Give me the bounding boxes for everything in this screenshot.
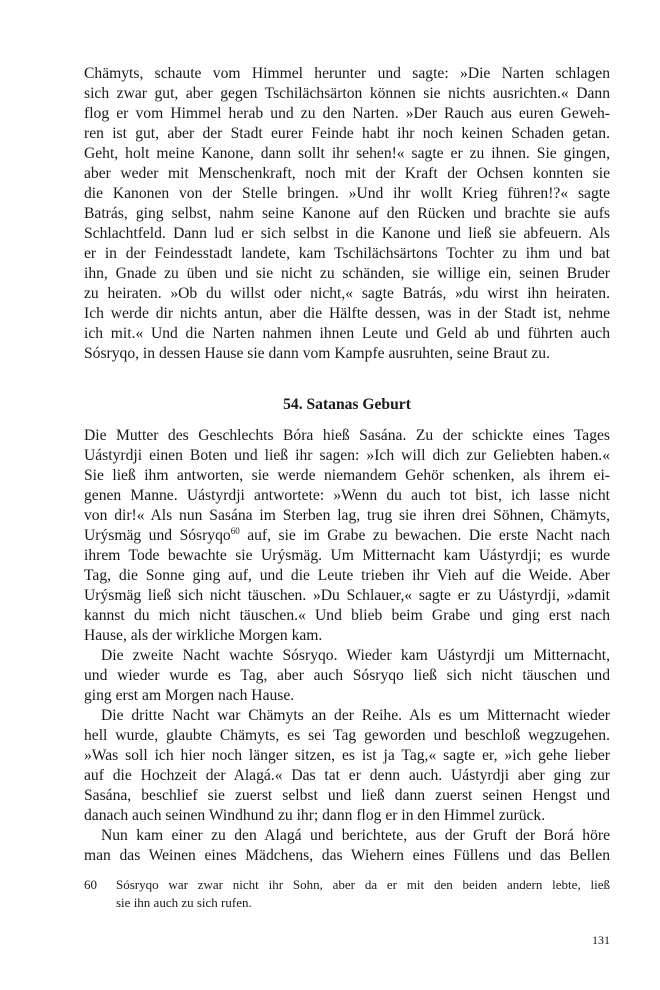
text-line: Hause, als der wirkliche Morgen kam. [84, 627, 323, 644]
text-line: Uástyrdji einen Boten und ließ ihr sagen: »Ich will dich zur Geliebten haben.« [84, 447, 610, 464]
text-line: man das Weinen eines Mädchens, das Wiehern eines Füllens und das Bellen [84, 847, 610, 864]
text-line: aber weder mit Menschenkraft, noch mit der Kraft der Ochsen konnten sie [84, 165, 610, 182]
text-line: danach auch seinen Windhund zu ihr; dann flog er in den Himmel zurück. [84, 807, 546, 824]
text-line: Die Mutter des Geschlechts Bóra hieß Sasána. Zu der schickte eines Tages [84, 427, 610, 444]
text-line: flog er vom Himmel herab und zu den Narten. »Der Rauch aus euren Geweh- [84, 105, 610, 122]
text-line: ren ist gut, aber der Stadt eurer Feinde habt ihr noch keinen Schaden getan. [84, 125, 610, 142]
text-line: zu heiraten. »Ob du willst oder nicht,« sagte Batrás, »du wirst ihn heiraten. [84, 285, 610, 302]
text-line: ihn, Gnade zu üben und sie nicht zu schänden, sie willige ein, seinen Bruder [84, 265, 610, 282]
text-line: Ich werde dir nichts antun, aber die Hälfte dessen, was in der Stadt ist, nehme [84, 305, 610, 322]
text-line: Chämyts, schaute vom Himmel herunter und sagte: »Die Narten schlagen [84, 65, 610, 82]
text-line: hell wurde, glaubte Chämyts, es sei Tag geworden und beschloß wegzugehen. [84, 727, 610, 744]
text-line: sich zwar gut, aber gegen Tschilächsärton können sie nichts ausrichten.« Dann [84, 85, 610, 102]
text-line: Die dritte Nacht war Chämyts an der Reihe. Als es um Mitternacht wieder [101, 707, 610, 724]
text-line: Urýsmäg ließ sich nicht täuschen. »Du Schlauer,« sagte er zu Uástyrdji, »damit [84, 587, 610, 604]
text-line: und wieder wurde es Tag, aber auch Sósryqo ließ sich nicht täuschen und [84, 667, 610, 684]
text-segment: Urýsmäg und Sósryqo [84, 527, 231, 544]
text-line: »Was soll ich hier noch länger sitzen, es ist ja Tag,« sagte er, »ich gehe lieber [84, 747, 610, 764]
text-line: ging erst am Morgen nach Hause. [84, 687, 295, 704]
text-line-with-footnote [84, 526, 610, 546]
text-line: kannst du mich nicht täuschen.« Und blieb beim Grabe und ging erst nach [84, 607, 610, 624]
text-line: Batrás, ging selbst, nahm seine Kanone auf den Rücken und brachte sie aufs [84, 205, 610, 222]
text-line: Sasána, beschlief sie zuerst selbst und ließ dann zuerst seinen Hengst und [84, 787, 610, 804]
text-line: Sósryqo, in dessen Hause sie dann vom Kampfe ausruhten, seine Braut zu. [84, 345, 550, 362]
text-line: Tag, die Sonne ging auf, und die Leute trieben ihr Vieh auf die Weide. Aber [84, 567, 610, 584]
footnote-line: Sósryqo war zwar nicht ihr Sohn, aber da er mit den beiden andern lebte, ließ [116, 877, 610, 892]
footnote-number: 60 [84, 877, 97, 892]
text-line: die Kanonen von der Stelle bringen. »Und ihr wollt Krieg führen!?« sagte [84, 185, 610, 202]
text-line: genen Manne. Uástyrdji antwortete: »Wenn du auch tot bist, ich lasse nicht [84, 487, 610, 504]
text-line: ich mit.« Und die Narten nahmen ihnen Leute und Geld ab und führten auch [84, 325, 610, 342]
text-line: Die zweite Nacht wachte Sósryqo. Wieder kam Uástyrdji um Mitternacht, [101, 647, 610, 664]
footnote-line: sie ihn auch zu sich rufen. [116, 895, 252, 910]
footnote-reference[interactable]: 60 [230, 526, 240, 536]
text-line: Nun kam einer zu den Alagá und berichtete, aus der Gruft der Borá höre [101, 827, 610, 844]
text-line: Geht, holt meine Kanone, dann sollt ihr sehen!« sagte er zu ihnen. Sie gingen, [84, 145, 610, 162]
text-segment: auf, sie im Grabe zu bewachen. Die erste Nacht nach [239, 527, 610, 544]
section-heading: 54. Satanas Geburt [283, 396, 411, 413]
text-line: er in der Feindesstadt landete, kam Tschilächsärtons Tochter zu ihm und bat [84, 245, 610, 262]
text-line: auf die Hochzeit der Alagá.« Das tat er denn auch. Uástyrdji aber ging zur [84, 767, 610, 784]
text-line: ihrem Tode bewachte sie Urýsmäg. Um Mitternacht kam Uástyrdji; es wurde [84, 547, 610, 564]
text-line: von dir!« Als nun Sasána im Sterben lag, trug sie ihren drei Söhnen, Chämyts, [84, 507, 610, 524]
page-number: 131 [592, 933, 610, 947]
text-line: Schlachtfeld. Dann lud er sich selbst in die Kanone und ließ sie abfeuern. Als [84, 225, 610, 242]
text-line: Sie ließ ihm antworten, sie werde niemandem Gehör schenken, als ihrem ei- [84, 467, 610, 484]
